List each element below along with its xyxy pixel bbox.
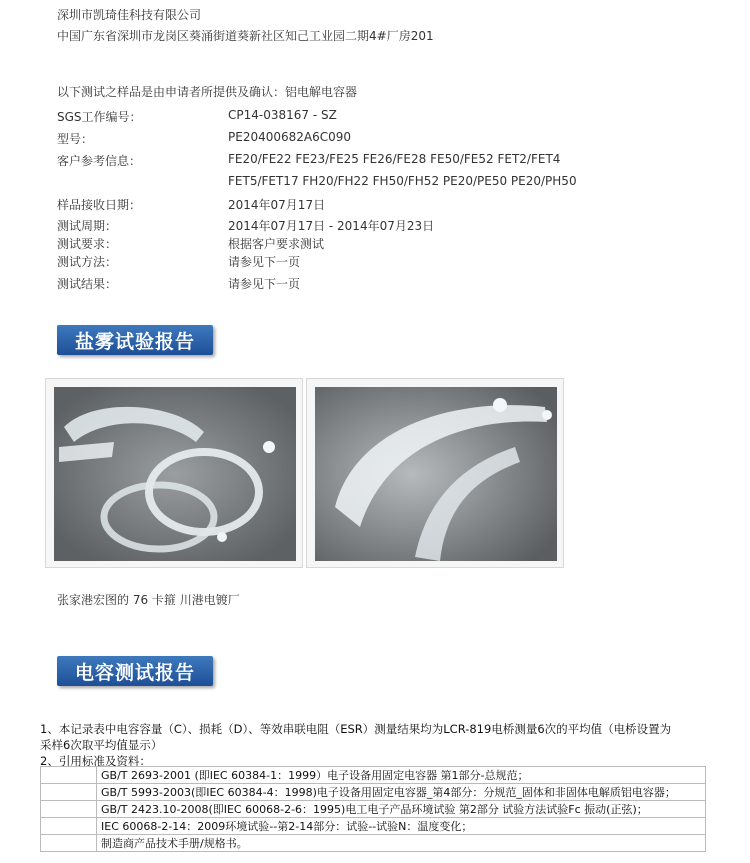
salt-spray-banner: 盐雾试验报告 [57,325,213,355]
table-cell-empty [41,801,97,818]
table-cell-empty [41,835,97,852]
table-cell-empty [41,767,97,784]
field-value: CP14-038167 - SZ [228,108,337,122]
field-value: PE20400682A6C090 [228,130,352,144]
field-label: 测试要求： [57,237,118,251]
table-row [41,784,706,801]
field-label: 测试方法： [57,255,118,269]
company-name: 深圳市凯琦佳科技有限公司 [57,8,202,22]
photo-frame-right [306,378,564,568]
table-row [41,801,706,818]
clamp-photo-right [315,387,557,561]
note-line-1: 1、本记录表中电容容量（C）、损耗（D）、等效串联电阻（ESR）测量结果均为LCR-819电桥测量6次的平均值（电桥设置为 [40,722,672,736]
capacitor-test-banner: 电容测试报告 [57,656,213,686]
table-row [41,835,706,852]
field-label: 样品接收日期： [57,198,142,212]
standard-item: IEC 60068-2-14：2009环境试验--第2-14部分：试验--试验N：温度变化； [97,818,706,835]
company-address: 中国广东省深圳市龙岗区葵涌街道葵新社区知己工业园二期4#厂房201 [57,29,434,43]
photo-frame-left [45,378,303,568]
note-line-1-cont: 采样6次取平均值显示） [40,738,163,752]
field-value: FET5/FET17 FH20/FH22 FH50/FH52 PE20/PE50 PE20/PH50 [228,174,577,188]
table-cell-empty [41,784,97,801]
table-row [41,818,706,835]
field-value: 请参见下一页 [228,277,301,291]
field-label: 测试周期： [57,219,118,233]
field-label: 型号： [57,132,94,146]
note-line-2: 2、引用标准及资料： [40,754,151,768]
standard-item: 制造商产品技术手册/规格书。 [97,835,706,852]
field-label: 测试结果： [57,277,118,291]
standard-item: GB/T 5993-2003(即IEC 60384-4：1998)电子设备用固定电容器_第4部分：分规范_固体和非固体电解质铝电容器； [97,784,706,801]
field-value: 请参见下一页 [228,255,301,269]
standard-item: GB/T 2423.10-2008(即IEC 60068-2-6：1995)电工电子产品环境试验 第2部分 试验方法试验Fc 振动(正弦)； [97,801,706,818]
field-label: SGS工作编号： [57,110,142,124]
standards-table [40,766,706,852]
standard-item: GB/T 2693-2001 (即IEC 60384-1：1999）电子设备用固定电容器 第1部分-总规范； [97,767,706,784]
table-row [41,767,706,784]
field-value: 2014年07月17日 [228,198,326,212]
sample-intro: 以下测试之样品是由申请者所提供及确认：铝电解电容器 [57,85,358,99]
field-label: 客户参考信息： [57,154,142,168]
field-value: FE20/FE22 FE23/FE25 FE26/FE28 FE50/FE52 FET2/FET4 [228,152,561,166]
table-cell-empty [41,818,97,835]
photo-caption: 张家港宏图的 76 卡箍 川港电镀厂 [57,593,240,607]
clamp-photo-left [54,387,296,561]
field-value: 根据客户要求测试 [228,237,325,251]
field-value: 2014年07月17日 - 2014年07月23日 [228,219,435,233]
